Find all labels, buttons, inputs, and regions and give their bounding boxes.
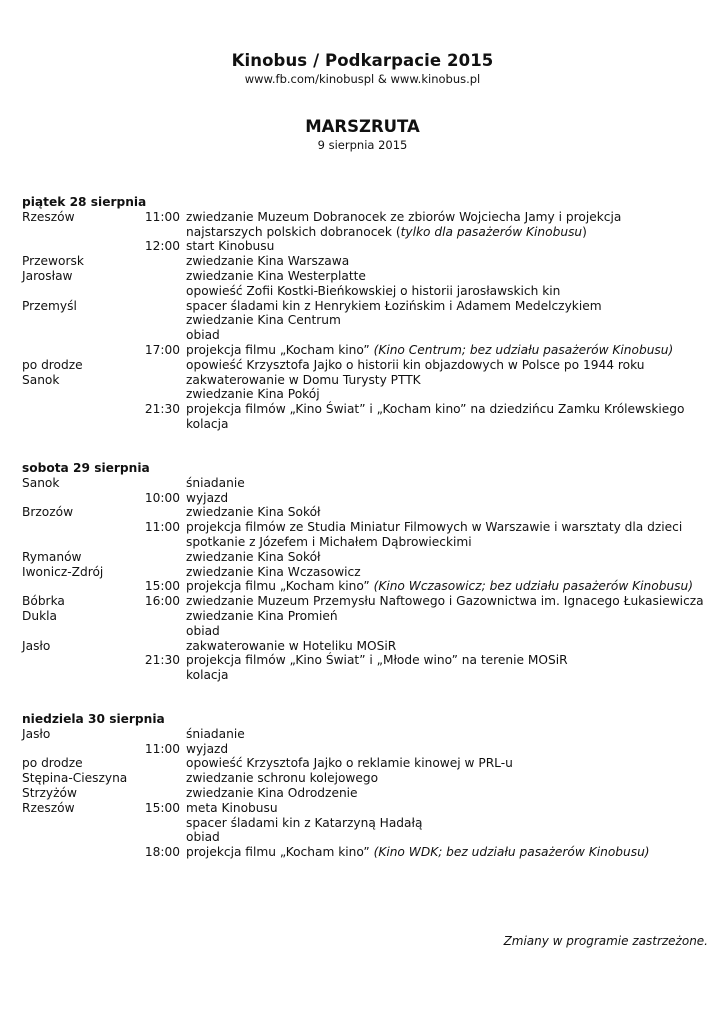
schedule-row — [22, 343, 712, 358]
activity-text: spacer śladami kin z Henrykiem Łozińskim i Adamem Medelczykiem — [186, 298, 602, 313]
activity-text: opowieść Zofii Kostki-Bieńkowskiej o historii jarosławskich kin — [186, 283, 561, 298]
schedule-row — [22, 771, 712, 786]
event-time: 16:00 — [144, 594, 180, 609]
activity — [186, 727, 712, 742]
event-time: 15:00 — [144, 800, 180, 815]
activity-text: zwiedzanie Kina Pokój — [186, 387, 320, 402]
activity-text: projekcja filmu „Kocham kino” — [186, 845, 374, 860]
event-time — [138, 830, 180, 845]
activity — [186, 476, 712, 491]
event-time — [138, 727, 180, 742]
schedule-row — [22, 417, 712, 432]
activity-text: obiad — [186, 623, 220, 638]
event-time: 11:00 — [144, 741, 180, 756]
place-name — [22, 579, 138, 594]
activity-text: zwiedzanie Muzeum Przemysłu Naftowego i Gazownictwa im. Ignacego Łukasiewicza — [186, 594, 704, 609]
schedule-row — [22, 373, 712, 388]
place-name: Sanok — [22, 372, 60, 387]
activity — [186, 742, 712, 757]
place-name — [22, 402, 138, 417]
activity — [186, 387, 712, 402]
activity — [186, 373, 712, 388]
event-time: 12:00 — [144, 239, 180, 254]
day-heading: piątek 28 sierpnia — [22, 195, 147, 209]
day-section — [22, 461, 712, 683]
activity — [186, 830, 712, 845]
activity-text: projekcja filmu „Kocham kino” — [186, 579, 374, 594]
activity-text: opowieść Krzysztofa Jajko o reklamie kinowej w PRL-u — [186, 756, 513, 771]
schedule-row — [22, 476, 712, 491]
event-time — [138, 505, 180, 520]
place-name: Rzeszów — [22, 209, 75, 224]
schedule-row — [22, 845, 712, 860]
schedule-row — [22, 313, 712, 328]
place-name: Jasło — [22, 726, 51, 741]
place-name — [22, 239, 138, 254]
activity-text: obiad — [186, 830, 220, 845]
event-time — [138, 373, 180, 388]
place-name — [22, 668, 138, 683]
event-time: 11:00 — [144, 520, 180, 535]
activity — [186, 845, 712, 860]
activity-text: zakwaterowanie w Hoteliku MOSiR — [186, 638, 397, 653]
place-name — [22, 387, 138, 402]
schedule-row — [22, 639, 712, 654]
day-heading: niedziela 30 sierpnia — [22, 712, 165, 726]
activity-text: obiad — [186, 328, 220, 343]
event-time: 21:30 — [144, 402, 180, 417]
activity — [186, 594, 712, 609]
place-name — [22, 328, 138, 343]
event-time — [138, 786, 180, 801]
activity — [186, 299, 712, 314]
activity-text: zwiedzanie Kina Sokół — [186, 505, 321, 520]
place-name: Jarosław — [22, 268, 73, 283]
place-name: Stępina-Cieszyna — [22, 771, 128, 786]
place-name: Rymanów — [22, 549, 82, 564]
schedule-row — [22, 210, 712, 240]
route-title: MARSZRUTA — [305, 117, 420, 136]
activity — [186, 653, 712, 668]
day-heading: sobota 29 sierpnia — [22, 461, 150, 475]
activity-text: kolacja — [186, 668, 229, 683]
activity — [186, 210, 712, 240]
activity-text: zwiedzanie Kina Promień — [186, 608, 338, 623]
activity-text: zwiedzanie Kina Wczasowicz — [186, 564, 361, 579]
activity — [186, 505, 712, 520]
changes-note: Zmiany w programie zastrzeżone. — [503, 934, 708, 948]
event-time: 18:00 — [144, 845, 180, 860]
document-title: Kinobus / Podkarpacie 2015 — [231, 51, 494, 70]
place-name: Dukla — [22, 608, 58, 623]
place-name — [22, 845, 138, 860]
schedule-row — [22, 358, 712, 373]
activity-text: zwiedzanie Kina Odrodzenie — [186, 785, 358, 800]
place-name — [22, 284, 138, 299]
schedule-row — [22, 269, 712, 284]
route-date: 9 sierpnia 2015 — [317, 138, 408, 152]
schedule-row — [22, 756, 712, 771]
activity-note: tylko dla pasażerów Kinobusu — [400, 224, 583, 239]
activity-text: meta Kinobusu — [186, 800, 278, 815]
activity-note: (Kino WDK; bez udziału pasażerów Kinobusu) — [373, 845, 650, 860]
event-time — [138, 550, 180, 565]
place-name — [22, 491, 138, 506]
event-time — [138, 816, 180, 831]
activity — [186, 639, 712, 654]
event-time — [138, 358, 180, 373]
activity-text-after: ) — [582, 224, 587, 239]
activity — [186, 756, 712, 771]
activity-text: projekcja filmów „Kino Świat” i „Kocham kino” na dziedzińcu Zamku Królewskiego — [186, 402, 685, 417]
schedule-row — [22, 816, 712, 831]
event-time — [138, 609, 180, 624]
activity-note: (Kino Centrum; bez udziału pasażerów Kinobusu) — [373, 342, 674, 357]
activity — [186, 491, 712, 506]
place-name — [22, 520, 138, 550]
place-name: po drodze — [22, 756, 83, 771]
place-name: Przeworsk — [22, 254, 84, 269]
event-time: 11:00 — [144, 209, 180, 224]
activity — [186, 771, 712, 786]
activity-text: projekcja filmu „Kocham kino” — [186, 342, 374, 357]
place-name: Jasło — [22, 638, 51, 653]
activity-text: zwiedzanie Kina Sokół — [186, 549, 321, 564]
schedule-row — [22, 742, 712, 757]
activity-text: zwiedzanie schronu kolejowego — [186, 771, 379, 786]
place-name: po drodze — [22, 357, 83, 372]
place-name — [22, 816, 138, 831]
event-time — [138, 639, 180, 654]
event-time: 21:30 — [144, 653, 180, 668]
schedule-row — [22, 402, 712, 417]
activity — [186, 816, 712, 831]
schedule-row — [22, 727, 712, 742]
activity — [186, 343, 712, 358]
activity — [186, 786, 712, 801]
activity — [186, 520, 712, 550]
activity — [186, 624, 712, 639]
schedule-row — [22, 299, 712, 314]
schedule-row — [22, 254, 712, 269]
place-name — [22, 624, 138, 639]
activity-text: zwiedzanie Kina Westerplatte — [186, 268, 366, 283]
event-time — [138, 771, 180, 786]
schedule-row — [22, 550, 712, 565]
place-name: Sanok — [22, 475, 60, 490]
activity-text: start Kinobusu — [186, 239, 275, 254]
event-time: 17:00 — [144, 342, 180, 357]
schedule-row — [22, 609, 712, 624]
activity-text: zakwaterowanie w Domu Turysty PTTK — [186, 372, 421, 387]
event-time — [138, 299, 180, 314]
event-time — [138, 328, 180, 343]
schedule-row — [22, 284, 712, 299]
activity-text: zwiedzanie Kina Centrum — [186, 313, 341, 328]
activity — [186, 313, 712, 328]
place-name — [22, 742, 138, 757]
activity — [186, 284, 712, 299]
place-name: Przemyśl — [22, 298, 77, 313]
activity-text: opowieść Krzysztofa Jajko o historii kin objazdowych w Polsce po 1944 roku — [186, 357, 645, 372]
place-name: Rzeszów — [22, 800, 75, 815]
activity — [186, 358, 712, 373]
place-name: Brzozów — [22, 505, 74, 520]
schedule-row — [22, 830, 712, 845]
schedule-row — [22, 505, 712, 520]
place-name: Strzyżów — [22, 785, 77, 800]
activity — [186, 239, 712, 254]
event-time — [138, 387, 180, 402]
event-time — [138, 269, 180, 284]
activity — [186, 417, 712, 432]
activity-text: śniadanie — [186, 475, 245, 490]
event-time — [138, 254, 180, 269]
activity-text: wyjazd — [186, 741, 229, 756]
schedule-row — [22, 491, 712, 506]
schedule-row — [22, 786, 712, 801]
schedule-row — [22, 579, 712, 594]
activity — [186, 579, 712, 594]
schedule-row — [22, 624, 712, 639]
activity — [186, 269, 712, 284]
activity — [186, 328, 712, 343]
activity — [186, 801, 712, 816]
event-time — [138, 565, 180, 580]
schedule-row — [22, 328, 712, 343]
activity — [186, 402, 712, 417]
activity — [186, 609, 712, 624]
activity — [186, 668, 712, 683]
day-section — [22, 712, 712, 860]
event-time — [138, 668, 180, 683]
schedule-row — [22, 520, 712, 550]
activity-text: spacer śladami kin z Katarzyną Hadałą — [186, 815, 423, 830]
place-name — [22, 417, 138, 432]
activity — [186, 254, 712, 269]
event-time — [138, 284, 180, 299]
schedule-row — [22, 387, 712, 402]
schedule-row — [22, 668, 712, 683]
place-name — [22, 343, 138, 358]
event-time — [138, 313, 180, 328]
schedule-row — [22, 801, 712, 816]
day-section — [22, 195, 712, 432]
activity-text: wyjazd — [186, 490, 229, 505]
activity-note: (Kino Wczasowicz; bez udziału pasażerów Kinobusu) — [373, 579, 694, 594]
activity — [186, 565, 712, 580]
document-subtitle: www.fb.com/kinobuspl & www.kinobus.pl — [244, 72, 481, 86]
event-time: 15:00 — [144, 579, 180, 594]
activity — [186, 550, 712, 565]
place-name: Iwonicz-Zdrój — [22, 564, 104, 579]
activity-text: kolacja — [186, 416, 229, 431]
activity-text: śniadanie — [186, 726, 245, 741]
activity-text: zwiedzanie Kina Warszawa — [186, 254, 350, 269]
schedule-row — [22, 653, 712, 668]
schedule-row — [22, 565, 712, 580]
activity-text: zwiedzanie Muzeum Dobranocek ze zbiorów Wojciecha Jamy i projekcja najstarszych polskich dobranocek ( — [186, 209, 622, 239]
place-name — [22, 830, 138, 845]
event-time — [138, 476, 180, 491]
activity-text: projekcja filmów „Kino Świat” i „Młode wino” na terenie MOSiR — [186, 653, 568, 668]
place-name — [22, 313, 138, 328]
place-name: Bóbrka — [22, 594, 65, 609]
schedule-row — [22, 239, 712, 254]
place-name — [22, 653, 138, 668]
schedule-row — [22, 594, 712, 609]
activity-text: projekcja filmów ze Studia Miniatur Filmowych w Warszawie i warsztaty dla dzieci spotkanie z Józefem i Michałem Dąbrowieckimi — [186, 520, 683, 549]
event-time — [138, 624, 180, 639]
event-time — [138, 756, 180, 771]
event-time: 10:00 — [144, 490, 180, 505]
event-time — [138, 417, 180, 432]
